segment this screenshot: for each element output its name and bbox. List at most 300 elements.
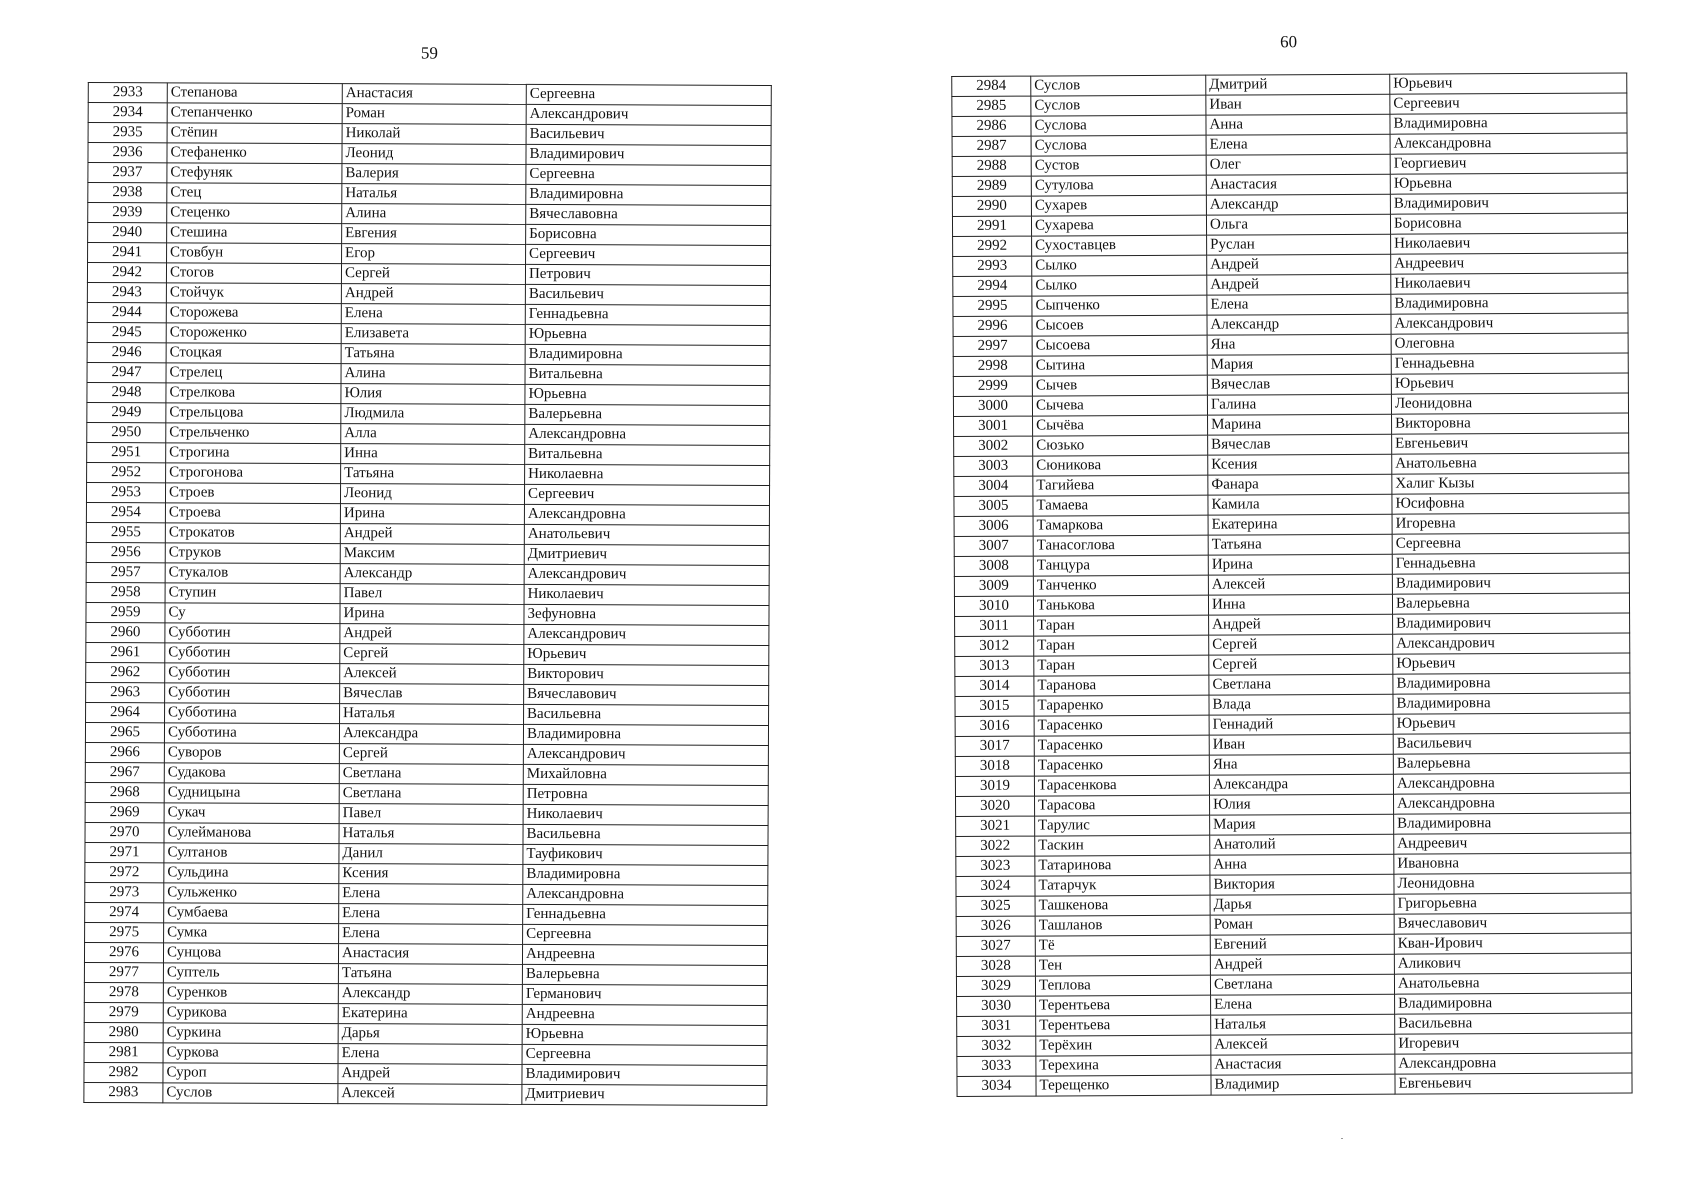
row-number-cell: 3000 <box>953 396 1032 416</box>
row-number-cell: 3026 <box>956 916 1035 936</box>
first-name-cell: Екатерина <box>338 1004 522 1025</box>
row-number-cell: 2968 <box>85 782 164 802</box>
row-number-cell: 2971 <box>85 842 164 862</box>
row-number-cell: 2967 <box>85 762 164 782</box>
first-name-cell: Данил <box>339 844 523 865</box>
patronymic-cell: Владимировна <box>1393 673 1630 694</box>
first-name-cell: Евгений <box>1210 934 1394 955</box>
row-number-cell: 3008 <box>954 556 1033 576</box>
table-row <box>84 982 767 1005</box>
patronymic-cell: Сергеевна <box>526 164 771 185</box>
patronymic-cell: Евгеньевич <box>1395 1073 1632 1094</box>
surname-cell: Сылко <box>1032 255 1207 276</box>
surname-cell: Стрелкова <box>166 383 341 404</box>
first-name-cell: Алексей <box>338 1084 522 1105</box>
row-number-cell: 3032 <box>957 1036 1036 1056</box>
first-name-cell: Андрей <box>1209 614 1393 635</box>
row-number-cell: 2985 <box>952 96 1031 116</box>
row-number-cell: 3031 <box>957 1016 1036 1036</box>
row-number-cell: 2951 <box>87 442 166 462</box>
first-name-cell: Вячеслав <box>340 684 524 705</box>
surname-cell: Сычева <box>1032 395 1207 416</box>
row-number-cell: 2942 <box>87 263 166 283</box>
row-number-cell: 3025 <box>956 896 1035 916</box>
surname-cell: Субботин <box>165 643 340 664</box>
surname-cell: Стоцкая <box>166 343 341 364</box>
patronymic-cell: Владимировна <box>1395 993 1632 1014</box>
patronymic-cell: Владимировна <box>525 344 770 365</box>
first-name-cell: Александр <box>338 984 522 1005</box>
row-number-cell: 2956 <box>86 542 165 562</box>
first-name-cell: Юлия <box>1209 794 1393 815</box>
surname-cell: Сыпченко <box>1032 295 1207 316</box>
surname-cell: Тарасенко <box>1034 735 1209 756</box>
surname-cell: Танасоглова <box>1033 535 1208 556</box>
surname-cell: Сульженко <box>164 883 339 904</box>
patronymic-cell: Владимировна <box>1390 113 1627 134</box>
roster-table <box>83 82 771 1106</box>
table-row <box>84 1082 767 1105</box>
table-row <box>88 243 771 266</box>
surname-cell: Строев <box>165 483 340 504</box>
table-row <box>88 143 771 166</box>
table-row <box>87 462 770 485</box>
patronymic-cell: Александровна <box>1395 1053 1632 1074</box>
first-name-cell: Елена <box>1211 994 1395 1015</box>
surname-cell: Стрелец <box>166 363 341 384</box>
first-name-cell: Александра <box>339 724 523 745</box>
first-name-cell: Елена <box>338 1044 522 1065</box>
patronymic-cell: Александрович <box>524 564 769 585</box>
row-number-cell: 3005 <box>954 496 1033 516</box>
patronymic-cell: Юрьевна <box>522 1024 767 1045</box>
row-number-cell: 2988 <box>952 156 1031 176</box>
first-name-cell: Марина <box>1208 414 1392 435</box>
row-number-cell: 2964 <box>86 702 165 722</box>
row-number-cell: 2937 <box>88 163 167 183</box>
surname-cell: Стогов <box>166 263 341 284</box>
roster-body <box>952 73 1632 1097</box>
patronymic-cell: Петровна <box>523 784 768 805</box>
surname-cell: Стукалов <box>165 563 340 584</box>
row-number-cell: 3007 <box>954 536 1033 556</box>
surname-cell: Танченко <box>1033 575 1208 596</box>
surname-cell: Таранова <box>1034 675 1209 696</box>
patronymic-cell: Владимировна <box>523 864 768 885</box>
row-number-cell: 3014 <box>955 676 1034 696</box>
row-number-cell: 2936 <box>88 143 167 163</box>
patronymic-cell: Валерьевна <box>1392 593 1629 614</box>
surname-cell: Судницына <box>164 783 339 804</box>
row-number-cell: 3015 <box>955 696 1034 716</box>
first-name-cell: Камила <box>1208 494 1392 515</box>
surname-cell: Сытина <box>1032 355 1207 376</box>
patronymic-cell: Анатольевна <box>1392 453 1629 474</box>
first-name-cell: Роман <box>342 104 526 125</box>
surname-cell: Суслов <box>163 1083 338 1104</box>
first-name-cell: Анна <box>1210 854 1394 875</box>
first-name-cell: Яна <box>1209 754 1393 775</box>
first-name-cell: Вячеслав <box>1207 374 1391 395</box>
patronymic-cell: Валерьевна <box>522 964 767 985</box>
row-number-cell: 2986 <box>952 116 1031 136</box>
patronymic-cell: Дмитриевич <box>522 1084 767 1105</box>
first-name-cell: Галина <box>1207 394 1391 415</box>
patronymic-cell: Владимировна <box>1393 693 1630 714</box>
surname-cell: Суворов <box>164 743 339 764</box>
first-name-cell: Екатерина <box>1208 514 1392 535</box>
row-number-cell: 2939 <box>88 203 167 223</box>
first-name-cell: Елена <box>1207 294 1391 315</box>
table-row <box>87 382 770 405</box>
surname-cell: Стрельцова <box>166 403 341 424</box>
first-name-cell: Сергей <box>1209 634 1393 655</box>
row-number-cell: 3010 <box>954 596 1033 616</box>
first-name-cell: Андрей <box>1207 274 1391 295</box>
surname-cell: Таскин <box>1035 835 1210 856</box>
row-number-cell: 2944 <box>87 302 166 322</box>
row-number-cell: 2976 <box>84 942 163 962</box>
first-name-cell: Людмила <box>341 404 525 425</box>
patronymic-cell: Андреевич <box>1394 833 1631 854</box>
patronymic-cell: Владимирович <box>526 144 771 165</box>
patronymic-cell: Петрович <box>525 264 770 285</box>
first-name-cell: Мария <box>1210 814 1394 835</box>
first-name-cell: Дарья <box>338 1024 522 1045</box>
table-row <box>84 1042 767 1065</box>
table-row <box>85 742 768 765</box>
surname-cell: Сульдина <box>164 863 339 884</box>
roster-body <box>84 83 771 1106</box>
surname-cell: Сумбаева <box>164 903 339 924</box>
patronymic-cell: Николаевич <box>1391 233 1628 254</box>
patronymic-cell: Александровна <box>1393 773 1630 794</box>
patronymic-cell: Геннадьевна <box>523 904 768 925</box>
surname-cell: Суркова <box>163 1043 338 1064</box>
surname-cell: Суренков <box>163 983 338 1004</box>
row-number-cell: 2948 <box>87 382 166 402</box>
row-number-cell: 2945 <box>87 322 166 342</box>
patronymic-cell: Юрьевич <box>1391 373 1628 394</box>
first-name-cell: Валерия <box>342 164 526 185</box>
patronymic-cell: Андреевна <box>522 944 767 965</box>
row-number-cell: 2957 <box>86 562 165 582</box>
patronymic-cell: Леонидовна <box>1394 873 1631 894</box>
row-number-cell: 3017 <box>955 736 1034 756</box>
patronymic-cell: Халиг Кызы <box>1392 473 1629 494</box>
patronymic-cell: Владимировна <box>1391 293 1628 314</box>
first-name-cell: Мария <box>1207 354 1391 375</box>
surname-cell: Тарулис <box>1035 815 1210 836</box>
patronymic-cell: Александровна <box>525 424 770 445</box>
row-number-cell: 2973 <box>85 882 164 902</box>
patronymic-cell: Дмитриевич <box>524 544 769 565</box>
table-row <box>85 822 768 845</box>
surname-cell: Сухарев <box>1031 195 1206 216</box>
row-number-cell: 3023 <box>956 856 1035 876</box>
surname-cell: Стовбун <box>167 243 342 264</box>
roster-table <box>951 72 1632 1097</box>
row-number-cell: 2972 <box>85 862 164 882</box>
patronymic-cell: Александровна <box>1393 793 1630 814</box>
row-number-cell: 2979 <box>84 1002 163 1022</box>
surname-cell: Султанов <box>164 843 339 864</box>
first-name-cell: Ольга <box>1206 214 1390 235</box>
patronymic-cell: Александровна <box>524 504 769 525</box>
table-row <box>87 422 770 445</box>
patronymic-cell: Вячеславович <box>524 684 769 705</box>
table-row <box>87 342 770 365</box>
row-number-cell: 2963 <box>86 682 165 702</box>
surname-cell: Стефуняк <box>167 163 342 184</box>
surname-cell: Сысоева <box>1032 335 1207 356</box>
first-name-cell: Алексей <box>1211 1034 1395 1055</box>
surname-cell: Стрельченко <box>166 423 341 444</box>
row-number-cell: 2975 <box>85 922 164 942</box>
row-number-cell: 2940 <box>88 223 167 243</box>
table-row <box>88 103 771 126</box>
row-number-cell: 3016 <box>955 716 1034 736</box>
patronymic-cell: Игоревич <box>1395 1033 1632 1054</box>
table-row <box>84 1062 767 1085</box>
surname-cell: Тарасенко <box>1034 715 1209 736</box>
surname-cell: Субботин <box>165 623 340 644</box>
row-number-cell: 3020 <box>956 796 1035 816</box>
surname-cell: Сторожева <box>166 303 341 324</box>
first-name-cell: Светлана <box>339 764 523 785</box>
row-number-cell: 2946 <box>87 342 166 362</box>
first-name-cell: Павел <box>339 804 523 825</box>
surname-cell: Тарасенкова <box>1034 775 1209 796</box>
first-name-cell: Александр <box>1206 194 1390 215</box>
patronymic-cell: Владимировна <box>1394 813 1631 834</box>
first-name-cell: Максим <box>340 544 524 565</box>
table-row <box>85 802 768 825</box>
table-row <box>86 622 769 645</box>
table-row <box>85 722 768 745</box>
row-number-cell: 3027 <box>956 936 1035 956</box>
first-name-cell: Леонид <box>340 484 524 505</box>
row-number-cell: 2984 <box>952 76 1031 96</box>
surname-cell: Терентьева <box>1036 995 1211 1016</box>
patronymic-cell: Владимировна <box>523 724 768 745</box>
row-number-cell: 2978 <box>84 982 163 1002</box>
first-name-cell: Владимир <box>1211 1074 1395 1095</box>
surname-cell: Строгина <box>166 443 341 464</box>
table-row <box>84 942 767 965</box>
surname-cell: Стёпин <box>167 123 342 144</box>
first-name-cell: Яна <box>1207 334 1391 355</box>
row-number-cell: 2952 <box>87 462 166 482</box>
table-row <box>85 862 768 885</box>
patronymic-cell: Николаевич <box>523 804 768 825</box>
row-number-cell: 3002 <box>954 436 1033 456</box>
first-name-cell: Андрей <box>341 284 525 305</box>
patronymic-cell: Зефуновна <box>524 604 769 625</box>
patronymic-cell: Юрьевна <box>525 384 770 405</box>
surname-cell: Стешина <box>167 223 342 244</box>
surname-cell: Суслов <box>1031 95 1206 116</box>
first-name-cell: Елена <box>339 904 523 925</box>
row-number-cell: 2934 <box>88 103 167 123</box>
patronymic-cell: Владимирович <box>1392 573 1629 594</box>
table-row <box>86 702 769 725</box>
patronymic-cell: Васильевич <box>525 284 770 305</box>
surname-cell: Сычев <box>1032 375 1207 396</box>
row-number-cell: 3030 <box>957 996 1036 1016</box>
patronymic-cell: Юрьевна <box>1390 173 1627 194</box>
first-name-cell: Наталья <box>340 704 524 725</box>
surname-cell: Суслова <box>1031 115 1206 136</box>
first-name-cell: Вячеслав <box>1208 434 1392 455</box>
row-number-cell: 3034 <box>957 1076 1036 1096</box>
surname-cell: Сунцова <box>163 943 338 964</box>
first-name-cell: Алексей <box>340 664 524 685</box>
row-number-cell: 3013 <box>955 656 1034 676</box>
first-name-cell: Анастасия <box>1211 1054 1395 1075</box>
patronymic-cell: Александрович <box>1393 633 1630 654</box>
table-row <box>84 1022 767 1045</box>
row-number-cell: 2992 <box>953 236 1032 256</box>
first-name-cell: Елена <box>341 304 525 325</box>
surname-cell: Субботин <box>165 663 340 684</box>
table-row <box>85 782 768 805</box>
surname-cell: Суслова <box>1031 135 1206 156</box>
table-row <box>85 902 768 925</box>
surname-cell: Сукач <box>164 803 339 824</box>
row-number-cell: 3019 <box>955 776 1034 796</box>
table-row <box>86 682 769 705</box>
first-name-cell: Андрей <box>340 624 524 645</box>
surname-cell: Сустов <box>1031 155 1206 176</box>
surname-cell: Сухарева <box>1031 215 1206 236</box>
patronymic-cell: Георгиевич <box>1390 153 1627 174</box>
patronymic-cell: Юрьевич <box>1393 653 1630 674</box>
table-row <box>86 542 769 565</box>
row-number-cell: 2961 <box>86 642 165 662</box>
patronymic-cell: Геннадьевна <box>1391 353 1628 374</box>
patronymic-cell: Игоревна <box>1392 513 1629 534</box>
patronymic-cell: Сергеевна <box>523 924 768 945</box>
table-row <box>87 362 770 385</box>
surname-cell: Татаринова <box>1035 855 1210 876</box>
surname-cell: Тамаркова <box>1033 515 1208 536</box>
patronymic-cell: Александровна <box>1390 133 1627 154</box>
table-row <box>87 402 770 425</box>
row-number-cell: 2974 <box>85 902 164 922</box>
patronymic-cell: Валерьевна <box>1393 753 1630 774</box>
patronymic-cell: Кван-Ирович <box>1394 933 1631 954</box>
patronymic-cell: Владимирович <box>1393 613 1630 634</box>
patronymic-cell: Николаевич <box>1391 273 1628 294</box>
patronymic-cell: Германович <box>522 984 767 1005</box>
first-name-cell: Анна <box>1206 114 1390 135</box>
surname-cell: Ташкенова <box>1035 895 1210 916</box>
table-row <box>85 842 768 865</box>
surname-cell: Ташланов <box>1035 915 1210 936</box>
surname-cell: Су <box>165 603 340 624</box>
first-name-cell: Татьяна <box>341 344 525 365</box>
row-number-cell: 2970 <box>85 822 164 842</box>
first-name-cell: Леонид <box>342 144 526 165</box>
table-row <box>86 662 769 685</box>
row-number-cell: 3022 <box>956 836 1035 856</box>
patronymic-cell: Аликович <box>1394 953 1631 974</box>
surname-cell: Ступин <box>165 583 340 604</box>
surname-cell: Стороженко <box>166 323 341 344</box>
row-number-cell: 2958 <box>86 582 165 602</box>
row-number-cell: 2995 <box>953 296 1032 316</box>
surname-cell: Стеценко <box>167 203 342 224</box>
scan-speck <box>1341 1138 1343 1139</box>
first-name-cell: Андрей <box>1210 954 1394 975</box>
patronymic-cell: Юрьевич <box>1393 713 1630 734</box>
surname-cell: Струков <box>165 543 340 564</box>
row-number-cell: 2993 <box>953 256 1032 276</box>
patronymic-cell: Николаевич <box>524 584 769 605</box>
row-number-cell: 2991 <box>952 216 1031 236</box>
patronymic-cell: Александрович <box>524 624 769 645</box>
table-row <box>85 762 768 785</box>
row-number-cell: 2998 <box>953 356 1032 376</box>
table-row <box>957 1073 1632 1097</box>
first-name-cell: Сергей <box>340 644 524 665</box>
row-number-cell: 3009 <box>954 576 1033 596</box>
surname-cell: Терехина <box>1036 1055 1211 1076</box>
first-name-cell: Инна <box>1208 594 1392 615</box>
table-row <box>88 203 771 226</box>
patronymic-cell: Юрьевна <box>525 324 770 345</box>
row-number-cell: 2969 <box>85 802 164 822</box>
patronymic-cell: Олеговна <box>1391 333 1628 354</box>
row-number-cell: 3033 <box>957 1056 1036 1076</box>
table-row <box>85 922 768 945</box>
first-name-cell: Татьяна <box>341 464 525 485</box>
first-name-cell: Виктория <box>1210 874 1394 895</box>
first-name-cell: Иван <box>1209 734 1393 755</box>
first-name-cell: Евгения <box>342 224 526 245</box>
first-name-cell: Фанара <box>1208 474 1392 495</box>
first-name-cell: Александр <box>340 564 524 585</box>
patronymic-cell: Анатольевич <box>524 524 769 545</box>
first-name-cell: Елена <box>1206 134 1390 155</box>
first-name-cell: Ирина <box>340 504 524 525</box>
patronymic-cell: Витальевна <box>525 364 770 385</box>
patronymic-cell: Владимирович <box>1390 193 1627 214</box>
surname-cell: Сутулова <box>1031 175 1206 196</box>
row-number-cell: 3028 <box>956 956 1035 976</box>
row-number-cell: 2954 <box>86 502 165 522</box>
surname-cell: Строкатов <box>165 523 340 544</box>
table-row <box>86 562 769 585</box>
row-number-cell: 3018 <box>955 756 1034 776</box>
patronymic-cell: Васильевна <box>524 704 769 725</box>
row-number-cell: 2947 <box>87 362 166 382</box>
patronymic-cell: Борисовна <box>526 224 771 245</box>
patronymic-cell: Ивановна <box>1394 853 1631 874</box>
surname-cell: Сюникова <box>1033 455 1208 476</box>
surname-cell: Суптель <box>163 963 338 984</box>
surname-cell: Таран <box>1034 635 1209 656</box>
patronymic-cell: Андреевич <box>1391 253 1628 274</box>
surname-cell: Степанченко <box>167 103 342 124</box>
surname-cell: Теплова <box>1035 975 1210 996</box>
row-number-cell: 2962 <box>86 662 165 682</box>
page-right <box>951 28 1632 1097</box>
table-row <box>87 263 770 286</box>
first-name-cell: Ксения <box>1208 454 1392 475</box>
first-name-cell: Светлана <box>1209 674 1393 695</box>
